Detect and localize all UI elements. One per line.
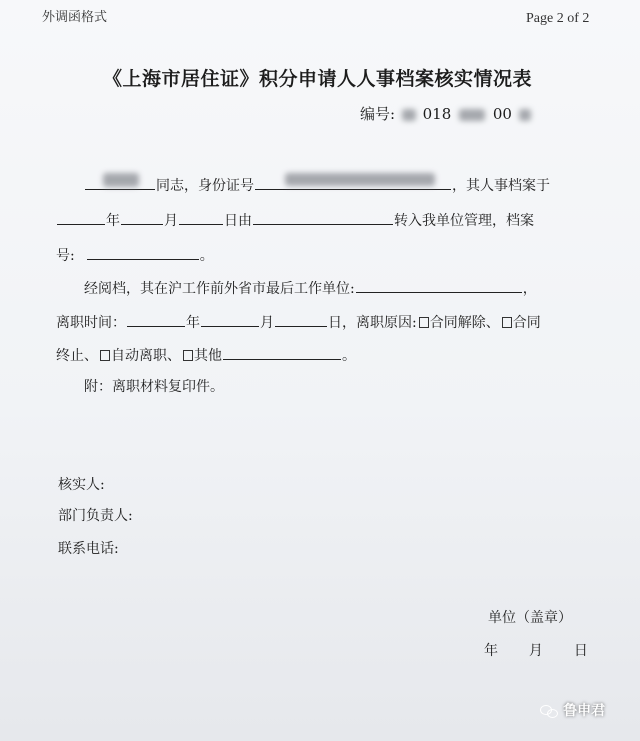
verifier-label: 核实人: bbox=[58, 477, 105, 493]
text-jingyue: 经阅档，其在沪工作前外省市最后工作单位: bbox=[84, 281, 355, 297]
text-hao-end: 。 bbox=[199, 248, 214, 264]
body-line-4 bbox=[84, 278, 537, 298]
date-day-label: 日 bbox=[573, 643, 588, 659]
text-nian-2: 年 bbox=[186, 315, 200, 331]
serial-number bbox=[360, 103, 531, 124]
watermark-text: 鲁申君 bbox=[563, 703, 606, 719]
checkbox-contract-termination[interactable] bbox=[419, 317, 429, 328]
month-field bbox=[121, 210, 163, 225]
text-tongzhi: 同志，身份证号 bbox=[156, 178, 254, 194]
other-reason-field bbox=[223, 345, 341, 360]
body-line-6 bbox=[56, 345, 356, 365]
archive-number-field bbox=[87, 245, 199, 260]
contact-phone-label: 联系电话: bbox=[58, 541, 119, 557]
text-renshi: ，其人事档案于 bbox=[452, 178, 550, 194]
redaction-mark bbox=[402, 109, 416, 121]
redaction-mark bbox=[519, 109, 531, 121]
checkbox-other[interactable] bbox=[183, 350, 193, 361]
department-head-label: 部门负责人: bbox=[58, 508, 133, 524]
serial-label: 编号: bbox=[360, 105, 396, 123]
text-qita: 其他 bbox=[194, 348, 222, 364]
body-line-1 bbox=[84, 175, 550, 195]
leave-year-field bbox=[127, 312, 185, 327]
body-line-3 bbox=[56, 245, 214, 265]
text-zhuanru: 转入我单位管理，档案 bbox=[394, 213, 534, 229]
text-hao: 号: bbox=[56, 248, 75, 264]
day-field bbox=[179, 210, 223, 225]
serial-part2: 00 bbox=[492, 105, 512, 123]
text-period: 。 bbox=[342, 348, 356, 364]
text-ri: 日由 bbox=[224, 213, 252, 229]
serial-part1: 018 bbox=[422, 105, 452, 123]
redaction-mark bbox=[285, 173, 435, 186]
last-employer-field bbox=[356, 278, 522, 293]
unit-seal-label: 单位（盖章） bbox=[488, 610, 572, 626]
text-nian: 年 bbox=[106, 213, 120, 229]
redaction-mark bbox=[459, 109, 485, 121]
text-ri-comma: 日，离职原因: bbox=[328, 315, 417, 331]
id-number-field bbox=[255, 175, 451, 190]
text-zidong: 自动离职、 bbox=[111, 348, 181, 364]
page-number: Page 2 of 2 bbox=[526, 11, 590, 26]
text-yue: 月 bbox=[164, 213, 178, 229]
body-line-2 bbox=[56, 210, 534, 230]
text-hetong-jiechu: 合同解除、 bbox=[429, 315, 500, 331]
text-comma: ， bbox=[522, 281, 537, 297]
name-field bbox=[85, 175, 155, 190]
text-lizhi-time: 离职时间： bbox=[56, 315, 126, 331]
text-yue-2: 月 bbox=[260, 315, 274, 331]
signature-date bbox=[484, 640, 588, 660]
attachment-note: 附：离职材料复印件。 bbox=[84, 379, 224, 395]
redaction-mark bbox=[103, 173, 139, 187]
checkbox-contract-end[interactable] bbox=[502, 317, 512, 328]
text-hetong: 合同 bbox=[512, 315, 541, 331]
form-type-label: 外调函格式 bbox=[42, 10, 108, 25]
leave-month-field bbox=[201, 312, 259, 327]
leave-day-field bbox=[275, 312, 327, 327]
wechat-icon bbox=[540, 704, 558, 718]
date-month-label: 月 bbox=[528, 643, 543, 659]
page-title: 《上海市居住证》积分申请人人事档案核实情况表 bbox=[103, 68, 533, 90]
text-zhongzhi: 终止、 bbox=[56, 348, 98, 364]
date-year-label: 年 bbox=[484, 643, 498, 659]
checkbox-voluntary-leave[interactable] bbox=[100, 350, 110, 361]
year-field bbox=[57, 210, 105, 225]
body-line-5 bbox=[56, 312, 541, 332]
watermark bbox=[540, 700, 605, 720]
source-unit-field bbox=[253, 210, 393, 225]
